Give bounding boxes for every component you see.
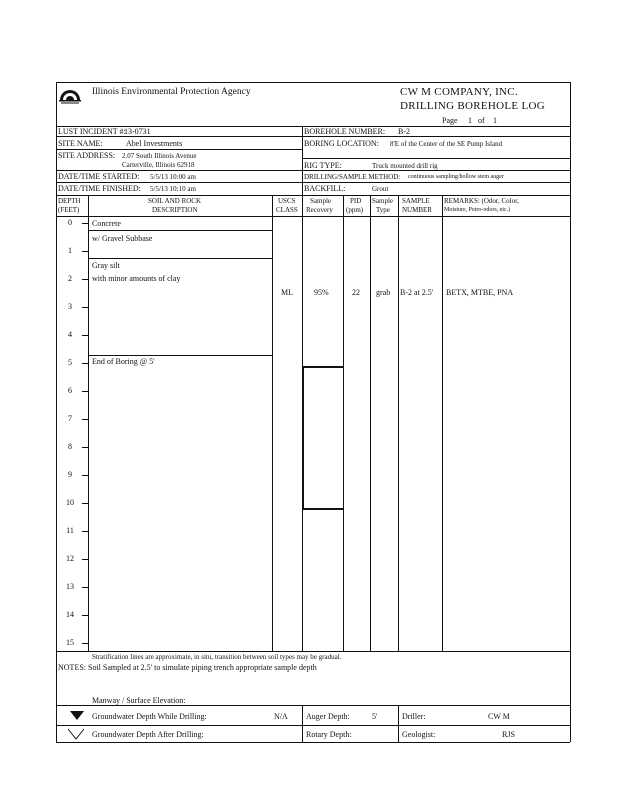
col-sample-type-2: Type — [376, 206, 390, 214]
site-address-line1: 2.07 South Illinois Avenue — [122, 152, 197, 160]
depth-label-6: 6 — [68, 386, 72, 395]
depth-label-10: 10 — [66, 498, 74, 507]
col-uscs-2: CLASS — [276, 206, 298, 214]
col-remarks-1: REMARKS: (Odor, Color, — [444, 197, 519, 205]
groundwater-after-icon — [68, 727, 84, 739]
date-started-label: DATE/TIME STARTED: — [58, 172, 140, 181]
depth-label-7: 7 — [68, 414, 72, 423]
site-name-label: SITE NAME: — [58, 139, 103, 148]
sample-uscs: ML — [281, 288, 293, 297]
col-recovery-2: Recovery — [306, 206, 333, 214]
depth-label-1: 1 — [68, 246, 72, 255]
auger-value: 5' — [372, 712, 378, 721]
depth-tick — [82, 307, 88, 308]
depth-label-12: 12 — [66, 554, 74, 563]
gw-after-label: Groundwater Depth After Drilling: — [92, 730, 204, 739]
geologist-label: Geologist: — [402, 730, 436, 739]
company-name: CW M COMPANY, INC. — [400, 86, 518, 98]
col-pid-1: PID — [350, 197, 362, 205]
depth-label-4: 4 — [68, 330, 72, 339]
layer-gray-silt: Gray silt — [92, 261, 120, 270]
page-of: of — [478, 116, 485, 125]
col-soil-2: DESCRIPTION — [152, 206, 198, 214]
iepa-logo — [58, 84, 82, 104]
col-soil-1: SOIL AND ROCK — [148, 197, 202, 205]
col-depth-1: DEPTH — [58, 197, 81, 205]
backfill-value: Grout — [372, 185, 389, 193]
sample-pid: 22 — [352, 288, 360, 297]
depth-label-0: 0 — [68, 218, 72, 227]
lust-label: LUST INCIDENT #: — [58, 127, 126, 136]
page-total: 1 — [493, 116, 497, 125]
boring-location-value: 8'E of the Center of the SE Pump Island — [390, 140, 503, 148]
col-uscs-1: USCS — [278, 197, 296, 205]
depth-label-11: 11 — [66, 526, 74, 535]
depth-label-3: 3 — [68, 302, 72, 311]
col-pid-2: (ppm) — [346, 206, 364, 214]
notes-value: Soil Sampled at 2.5' to simulate piping trench appropriate sample depth — [88, 663, 317, 672]
depth-tick — [82, 643, 88, 644]
depth-label-13: 13 — [66, 582, 74, 591]
sample-number: B-2 at 2.5' — [400, 288, 434, 297]
layer-end-of-boring: End of Boring @ 5' — [92, 357, 155, 366]
col-sample-type-1: Sample — [372, 197, 393, 205]
drilling-method-value: continuous sampling/hollow stem auger — [408, 174, 504, 180]
page-label: Page — [442, 116, 458, 125]
depth-tick — [82, 447, 88, 448]
geologist-value: RJS — [502, 730, 515, 739]
depth-tick — [82, 391, 88, 392]
depth-tick — [82, 419, 88, 420]
rig-type-label: RIG TYPE: — [304, 161, 342, 170]
stratification-note: Stratification lines are approximate, in situ, transition between soil types may be gradual. — [92, 653, 342, 661]
borehole-value: B-2 — [398, 127, 410, 136]
sample-type: grab — [376, 288, 391, 297]
groundwater-while-icon — [70, 708, 84, 718]
gw-while-label: Groundwater Depth While Drilling: — [92, 712, 207, 721]
depth-tick — [82, 251, 88, 252]
date-finished-label: DATE/TIME FINISHED: — [58, 184, 141, 193]
depth-label-9: 9 — [68, 470, 72, 479]
auger-label: Auger Depth: — [306, 712, 350, 721]
log-title: DRILLING BOREHOLE LOG — [400, 100, 546, 112]
col-sample-number-2: NUMBER — [402, 206, 432, 214]
notes-label: NOTES: — [58, 663, 86, 672]
sample-recovery: 95% — [314, 288, 329, 297]
depth-tick — [82, 363, 88, 364]
depth-label-8: 8 — [68, 442, 72, 451]
borehole-label: BOREHOLE NUMBER: — [304, 127, 386, 136]
layer-clay: with minor amounts of clay — [92, 274, 181, 283]
col-recovery-1: Sample — [310, 197, 331, 205]
rotary-label: Rotary Depth: — [306, 730, 352, 739]
sample-remarks: BETX, MTBE, PNA — [446, 288, 514, 297]
depth-label-2: 2 — [68, 274, 72, 283]
depth-tick — [82, 587, 88, 588]
depth-tick — [82, 475, 88, 476]
gw-while-value: N/A — [274, 712, 288, 721]
driller-value: CW M — [488, 712, 510, 721]
col-remarks-2: Moisture, Petro-odors, etc.) — [444, 207, 511, 213]
drilling-method-label: DRILLING/SAMPLE METHOD: — [304, 173, 401, 181]
site-address-line2: Carterville, Illinois 62918 — [122, 161, 195, 169]
driller-label: Driller: — [402, 712, 426, 721]
depth-label-15: 15 — [66, 638, 74, 647]
depth-tick — [82, 223, 88, 224]
manway-label: Manway / Surface Elevation: — [92, 696, 186, 705]
layer-gravel: w/ Gravel Subbase — [92, 234, 153, 243]
agency-name: Illinois Environmental Protection Agency — [92, 87, 251, 97]
page-number: 1 — [468, 116, 472, 125]
date-started-value: 5/5/13 10:00 am — [150, 173, 196, 181]
boring-location-label: BORING LOCATION: — [304, 139, 379, 148]
depth-tick — [82, 335, 88, 336]
depth-tick — [82, 559, 88, 560]
col-sample-number-1: SAMPLE — [402, 197, 430, 205]
date-finished-value: 5/5/13 10:10 am — [150, 185, 196, 193]
depth-tick — [82, 503, 88, 504]
site-address-label: SITE ADDRESS: — [58, 151, 116, 160]
depth-tick — [82, 531, 88, 532]
col-depth-2: (FEET) — [58, 206, 80, 214]
depth-tick — [82, 279, 88, 280]
depth-label-5: 5 — [68, 358, 72, 367]
site-name-value: Abel Investments — [126, 139, 183, 148]
layer-concrete: Concrete — [92, 219, 121, 228]
depth-tick — [82, 615, 88, 616]
rig-type-value: Truck mounted drill rig — [372, 162, 438, 170]
backfill-label: BACKFILL: — [304, 184, 346, 193]
depth-label-14: 14 — [66, 610, 74, 619]
lust-value: 13-0731 — [124, 127, 151, 136]
